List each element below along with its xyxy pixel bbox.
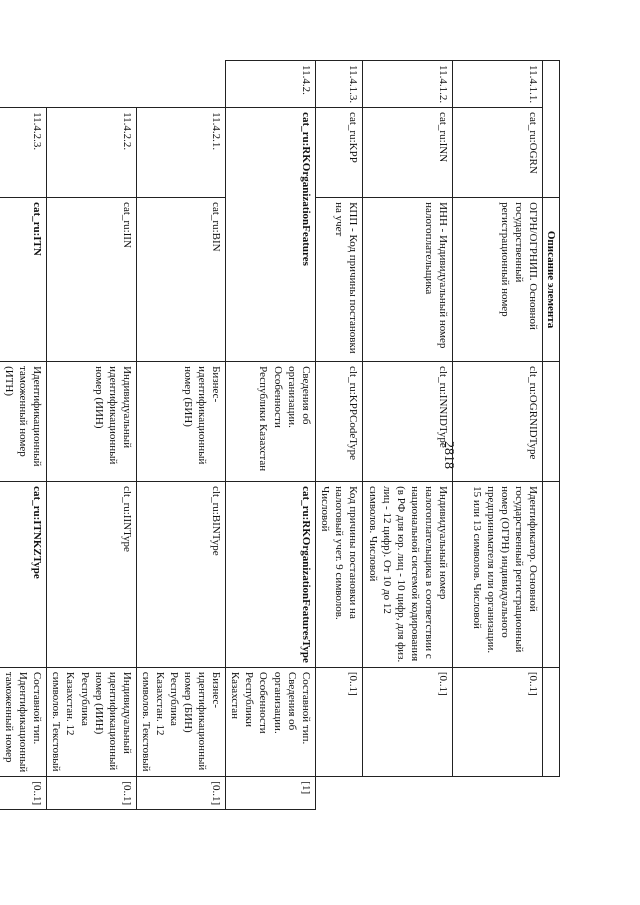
table-row <box>0 61 47 810</box>
rotated-document-frame <box>3 60 560 880</box>
multiplicity: [0..1] <box>452 667 542 776</box>
element-name: cat_ru:INN <box>362 108 452 198</box>
element-description: Индивидуальный идентификационный номер (ИИН) <box>47 362 136 482</box>
indent-cell <box>47 61 136 108</box>
element-description: ОГРН/ОГРНИП. Основной государственный регистрационный номер <box>452 198 542 362</box>
header-description: Описание элемента <box>542 198 559 362</box>
element-name: cat_ru:IIN <box>47 198 136 362</box>
type-name: clt_ru:BINType <box>136 482 225 668</box>
table-row <box>136 61 225 810</box>
type-name: cat_ru:ITNKZType <box>0 482 47 668</box>
type-description: Индивидуальный идентификационный номер (ИИН) Республика Казахстан. 12 символов. Текстовый <box>47 667 136 776</box>
multiplicity: [0..1] <box>362 667 452 776</box>
header-type-description <box>542 482 559 668</box>
type-name: clt_ru:KPPCodeType <box>315 362 362 482</box>
type-description: Индивидуальный номер налогоплательщика в соответствии с национальной системой кодирования (в РФ для юр. лиц - 10 цифр, для физ. лиц - 12 цифр). От 10 до 12 символов. Числовой <box>362 482 452 668</box>
type-name: clt_ru:IINType <box>47 482 136 668</box>
table-row <box>47 61 136 810</box>
element-name: cat_ru:BIN <box>136 198 225 362</box>
row-number: 11.4.2.3. <box>0 108 47 198</box>
multiplicity: [1] <box>226 777 315 810</box>
element-description: Бизнес-идентификационный номер (БИН) <box>136 362 225 482</box>
element-name: cat_ru:OGRN <box>452 108 542 198</box>
multiplicity: [0..1] <box>136 777 225 810</box>
table-row <box>452 61 542 810</box>
table-row <box>315 61 362 810</box>
element-description: КПП - Код причины постановки на учет <box>315 198 362 362</box>
table-row <box>226 61 315 810</box>
type-description: Код причины постановки на налоговый учет. 9 символов. Числовой <box>315 482 362 668</box>
type-description: Идентификатор. Основной государственный регистрационный номер (ОГРН) индивидуального предпринимателя или организации. 15 или 13 символов. Числовой <box>452 482 542 668</box>
header-element <box>542 61 559 198</box>
row-number: 11.4.1.3. <box>315 61 362 108</box>
type-name: clt_ru:OGRNIDType <box>452 362 542 482</box>
row-number: 11.4.2.1. <box>136 108 225 198</box>
indent-cell <box>0 61 47 108</box>
type-description: Бизнес-идентификационный номер (БИН) Республика Казахстан. 12 символов. Текстовый <box>136 667 225 776</box>
page-number: 2818 <box>441 441 456 469</box>
element-description: ИНН - Индивидуальный номер налогоплательщика <box>362 198 452 362</box>
row-number: 11.4.2. <box>226 61 315 108</box>
type-name: clt_ru:INNIDType <box>362 362 452 482</box>
multiplicity: [0..1] <box>47 777 136 810</box>
type-description: Составной тип. Идентификационный таможенный номер <box>0 667 47 776</box>
element-name: cat_ru:KPP <box>315 108 362 198</box>
schema-table <box>0 60 560 810</box>
header-type <box>542 362 559 482</box>
element-name: cat_ru:RKOrganizationFeatures <box>226 108 315 362</box>
type-name: cat_ru:RKOrganizationFeaturesType <box>226 482 315 668</box>
row-number: 11.4.1.2. <box>362 61 452 108</box>
element-name: cat_ru:ITN <box>0 198 47 362</box>
row-number: 11.4.2.2. <box>47 108 136 198</box>
header-multiplicity <box>542 667 559 776</box>
indent-cell <box>136 61 225 108</box>
multiplicity: [0..1] <box>315 667 362 776</box>
multiplicity: [0..1] <box>0 777 47 810</box>
header-row <box>542 61 559 810</box>
type-description: Составной тип. Сведения об организации. Особенности Республики Казахстан <box>226 667 315 776</box>
element-description: Сведения об организации. Особенности Республики Казахстан <box>226 362 315 482</box>
element-description: Идентификационный таможенный номер (ИТН) <box>0 362 47 482</box>
table-row <box>362 61 452 810</box>
row-number: 11.4.1.1. <box>452 61 542 108</box>
